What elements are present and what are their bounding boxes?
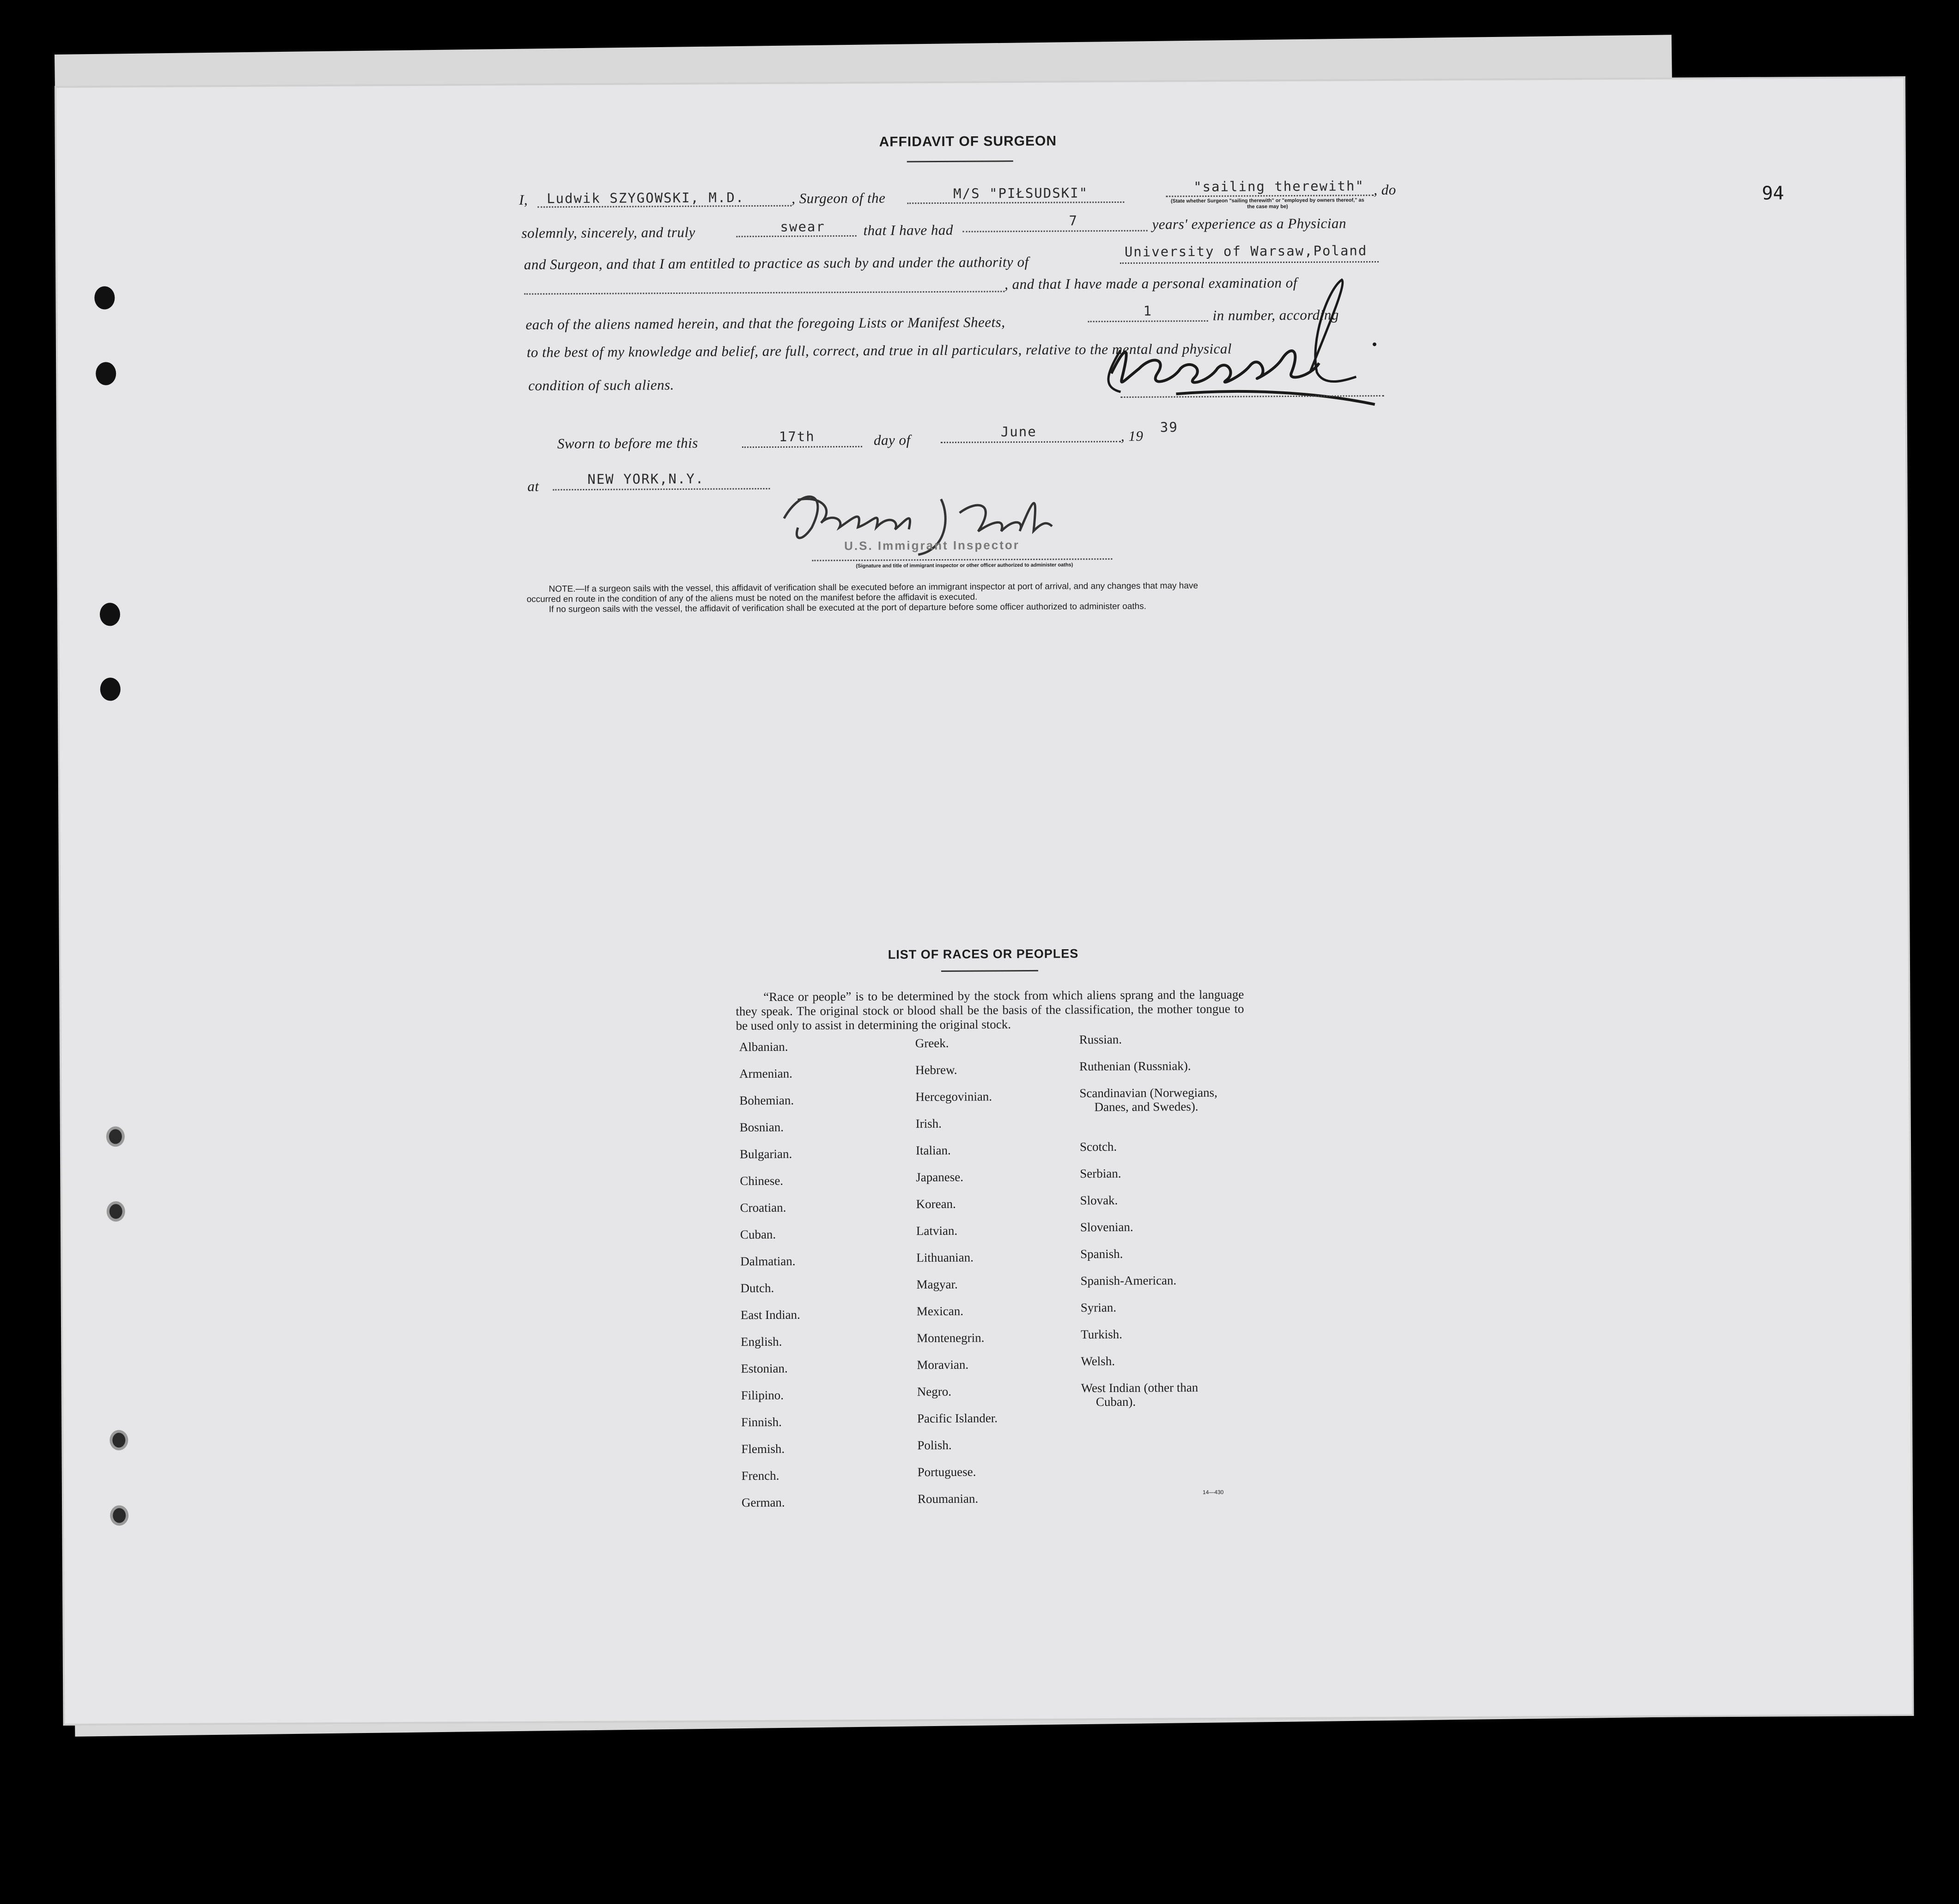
sworn-place: NEW YORK,N.Y.: [587, 470, 705, 487]
surgeon-signature: [1051, 233, 1393, 411]
race-entry: Flemish.: [741, 1441, 785, 1456]
affidavit-line2-lead: solemnly, sincerely, and truly: [521, 224, 696, 241]
race-entry: Dalmatian.: [740, 1254, 796, 1269]
note-line-1: NOTE.—If a surgeon sails with the vessel, this affidavit of verification shall be executed before an immigrant inspector at port of arrival, and any changes that may have: [548, 581, 1199, 594]
race-entry: Latvian.: [916, 1223, 958, 1238]
licensing-authority: University of Warsaw,Poland: [1124, 243, 1368, 260]
day-line: [742, 446, 862, 448]
race-entry: Moravian.: [917, 1357, 969, 1372]
punch-hole: [110, 1505, 128, 1526]
affidavit-page: [56, 78, 1912, 1724]
oath-line: [736, 235, 857, 237]
race-entry: Slovenian.: [1080, 1220, 1133, 1234]
race-entry: Turkish.: [1081, 1327, 1123, 1342]
race-entry: Italian.: [915, 1143, 951, 1158]
race-entry: Bohemian.: [739, 1093, 794, 1108]
note-line-3: If no surgeon sails with the vessel, the affidavit of verification shall be executed at the port of departure before some officer authorized to administer oaths.: [548, 601, 1147, 615]
races-title: LIST OF RACES OR PEOPLES: [888, 946, 1079, 962]
inspector-caption: (Signature and title of immigrant inspector or other officer authorized to administer oaths): [856, 562, 1073, 569]
race-entry: East Indian.: [740, 1307, 800, 1322]
race-entry: Estonian.: [741, 1361, 788, 1376]
race-entry: Chinese.: [740, 1173, 784, 1188]
punch-hole: [110, 1430, 128, 1450]
affidavit-line4: , and that I have made a personal examination of: [1004, 274, 1297, 293]
sworn-day-of: day of: [873, 432, 911, 448]
affidavit-line1-lead: I,: [519, 191, 528, 208]
race-entry: Korean.: [916, 1196, 956, 1211]
race-entry: Welsh.: [1081, 1354, 1115, 1368]
race-entry: Bulgarian.: [740, 1147, 792, 1161]
inspector-stamp: U.S. Immigrant Inspector: [844, 538, 1020, 553]
punch-hole: [100, 603, 120, 626]
race-entry: Danes, and Swedes).: [1094, 1099, 1199, 1114]
month-line: [941, 441, 1121, 443]
race-entry: Cuban.: [740, 1227, 776, 1242]
race-entry: Scandinavian (Norwegians,: [1079, 1085, 1217, 1100]
place-line: [553, 488, 770, 490]
race-entry: Armenian.: [739, 1066, 792, 1081]
years-line: [963, 230, 1148, 232]
punch-hole: [106, 1126, 125, 1147]
race-entry: Irish.: [915, 1116, 942, 1131]
race-entry: French.: [741, 1468, 779, 1483]
page-number: 94: [1762, 183, 1784, 204]
punch-hole: [107, 1201, 125, 1221]
race-entry: Hebrew.: [915, 1062, 957, 1077]
title-underline: [907, 160, 1013, 162]
sworn-year: 39: [1160, 419, 1178, 435]
race-entry: Spanish-American.: [1080, 1273, 1177, 1288]
race-entry: Japanese.: [916, 1170, 964, 1184]
status-line: [1166, 195, 1374, 197]
vessel-name: M/S "PIŁSUDSKI": [953, 185, 1089, 201]
race-entry: Russian.: [1079, 1032, 1122, 1047]
race-entry: Polish.: [917, 1438, 952, 1452]
punch-hole: [94, 286, 115, 309]
affidavit-line7: condition of such aliens.: [528, 377, 675, 394]
punch-hole: [100, 677, 121, 701]
race-entry: Negro.: [917, 1384, 952, 1399]
race-entry: Montenegrin.: [917, 1330, 985, 1345]
affidavit-title: AFFIDAVIT OF SURGEON: [879, 133, 1057, 150]
race-entry: English.: [741, 1334, 782, 1349]
vessel-line: [907, 201, 1124, 204]
race-entry: Hercegovinian.: [915, 1089, 992, 1104]
race-entry: Finnish.: [741, 1415, 782, 1429]
race-entry: Croatian.: [740, 1200, 786, 1215]
race-entry: Scotch.: [1079, 1140, 1117, 1154]
race-entry: German.: [741, 1495, 785, 1510]
race-entry: Filipino.: [741, 1388, 784, 1403]
sworn-day: 17th: [779, 428, 815, 445]
affidavit-line2-mid: that I have had: [863, 221, 954, 238]
surgeon-status: "sailing therewith": [1193, 178, 1364, 195]
race-entry: Ruthenian (Russniak).: [1079, 1059, 1191, 1074]
sworn-month: June: [1000, 423, 1037, 440]
race-entry: Portuguese.: [917, 1465, 976, 1479]
status-instruction: (State whether Surgeon "sailing therewith" or "employed by owners thereof," as the case may be): [1170, 197, 1364, 210]
race-entry: Cuban).: [1095, 1394, 1136, 1409]
race-entry: Syrian.: [1080, 1300, 1117, 1315]
race-entry: Greek.: [915, 1036, 949, 1050]
affidavit-line1-end: , do: [1374, 181, 1396, 198]
affidavit-line5-lead: each of the aliens named herein, and that the foregoing Lists or Manifest Sheets,: [525, 314, 1005, 333]
sworn-lead: Sworn to before me this: [557, 434, 698, 452]
races-title-underline: [941, 970, 1038, 972]
surgeon-name: Ludwik SZYGOWSKI, M.D.: [547, 189, 745, 207]
affidavit-line5-end: in number, according: [1212, 306, 1339, 323]
manifest-sheet-count: 1: [1143, 303, 1153, 319]
years-experience: 7: [1069, 213, 1078, 229]
races-intro: “Race or people” is to be determined by the stock from which aliens sprang and the language they speak. The original stock or blood shall be the basis of the classification, the mother tongue to be used only to assist in determining the original stock.: [736, 987, 1244, 1033]
race-entry: Spanish.: [1080, 1246, 1123, 1261]
affidavit-line3: and Surgeon, and that I am entitled to practice as such by and under the authority of: [523, 253, 1029, 273]
race-entry: Serbian.: [1080, 1166, 1121, 1181]
race-entry: Dutch.: [740, 1281, 774, 1295]
authority-continuation-line: [524, 291, 1004, 294]
note-line-2: occurred en route in the condition of any of the aliens must be noted on the manifest before the affidavit is executed.: [526, 592, 978, 604]
form-number: 14—430: [1202, 1489, 1224, 1496]
affidavit-line6: to the best of my knowledge and belief, are full, correct, and true in all particulars, relative to the mental and physical: [526, 340, 1232, 360]
race-entry: Bosnian.: [739, 1120, 784, 1135]
race-entry: Mexican.: [916, 1304, 964, 1318]
affidavit-line1-mid: , Surgeon of the: [791, 189, 886, 207]
sworn-century: , 19: [1120, 427, 1144, 444]
affidavit-line2-end: years' experience as a Physician: [1152, 215, 1346, 232]
race-entry: Pacific Islander.: [917, 1411, 998, 1426]
race-entry: Magyar.: [916, 1277, 958, 1292]
race-entry: West Indian (other than: [1081, 1380, 1199, 1395]
race-entry: Slovak.: [1080, 1193, 1118, 1208]
race-entry: Albanian.: [739, 1039, 788, 1054]
race-entry: Lithuanian.: [916, 1250, 974, 1265]
sworn-at: at: [527, 478, 539, 494]
race-entry: Roumanian.: [917, 1491, 979, 1506]
punch-hole: [96, 362, 116, 385]
oath-word: swear: [780, 219, 825, 235]
